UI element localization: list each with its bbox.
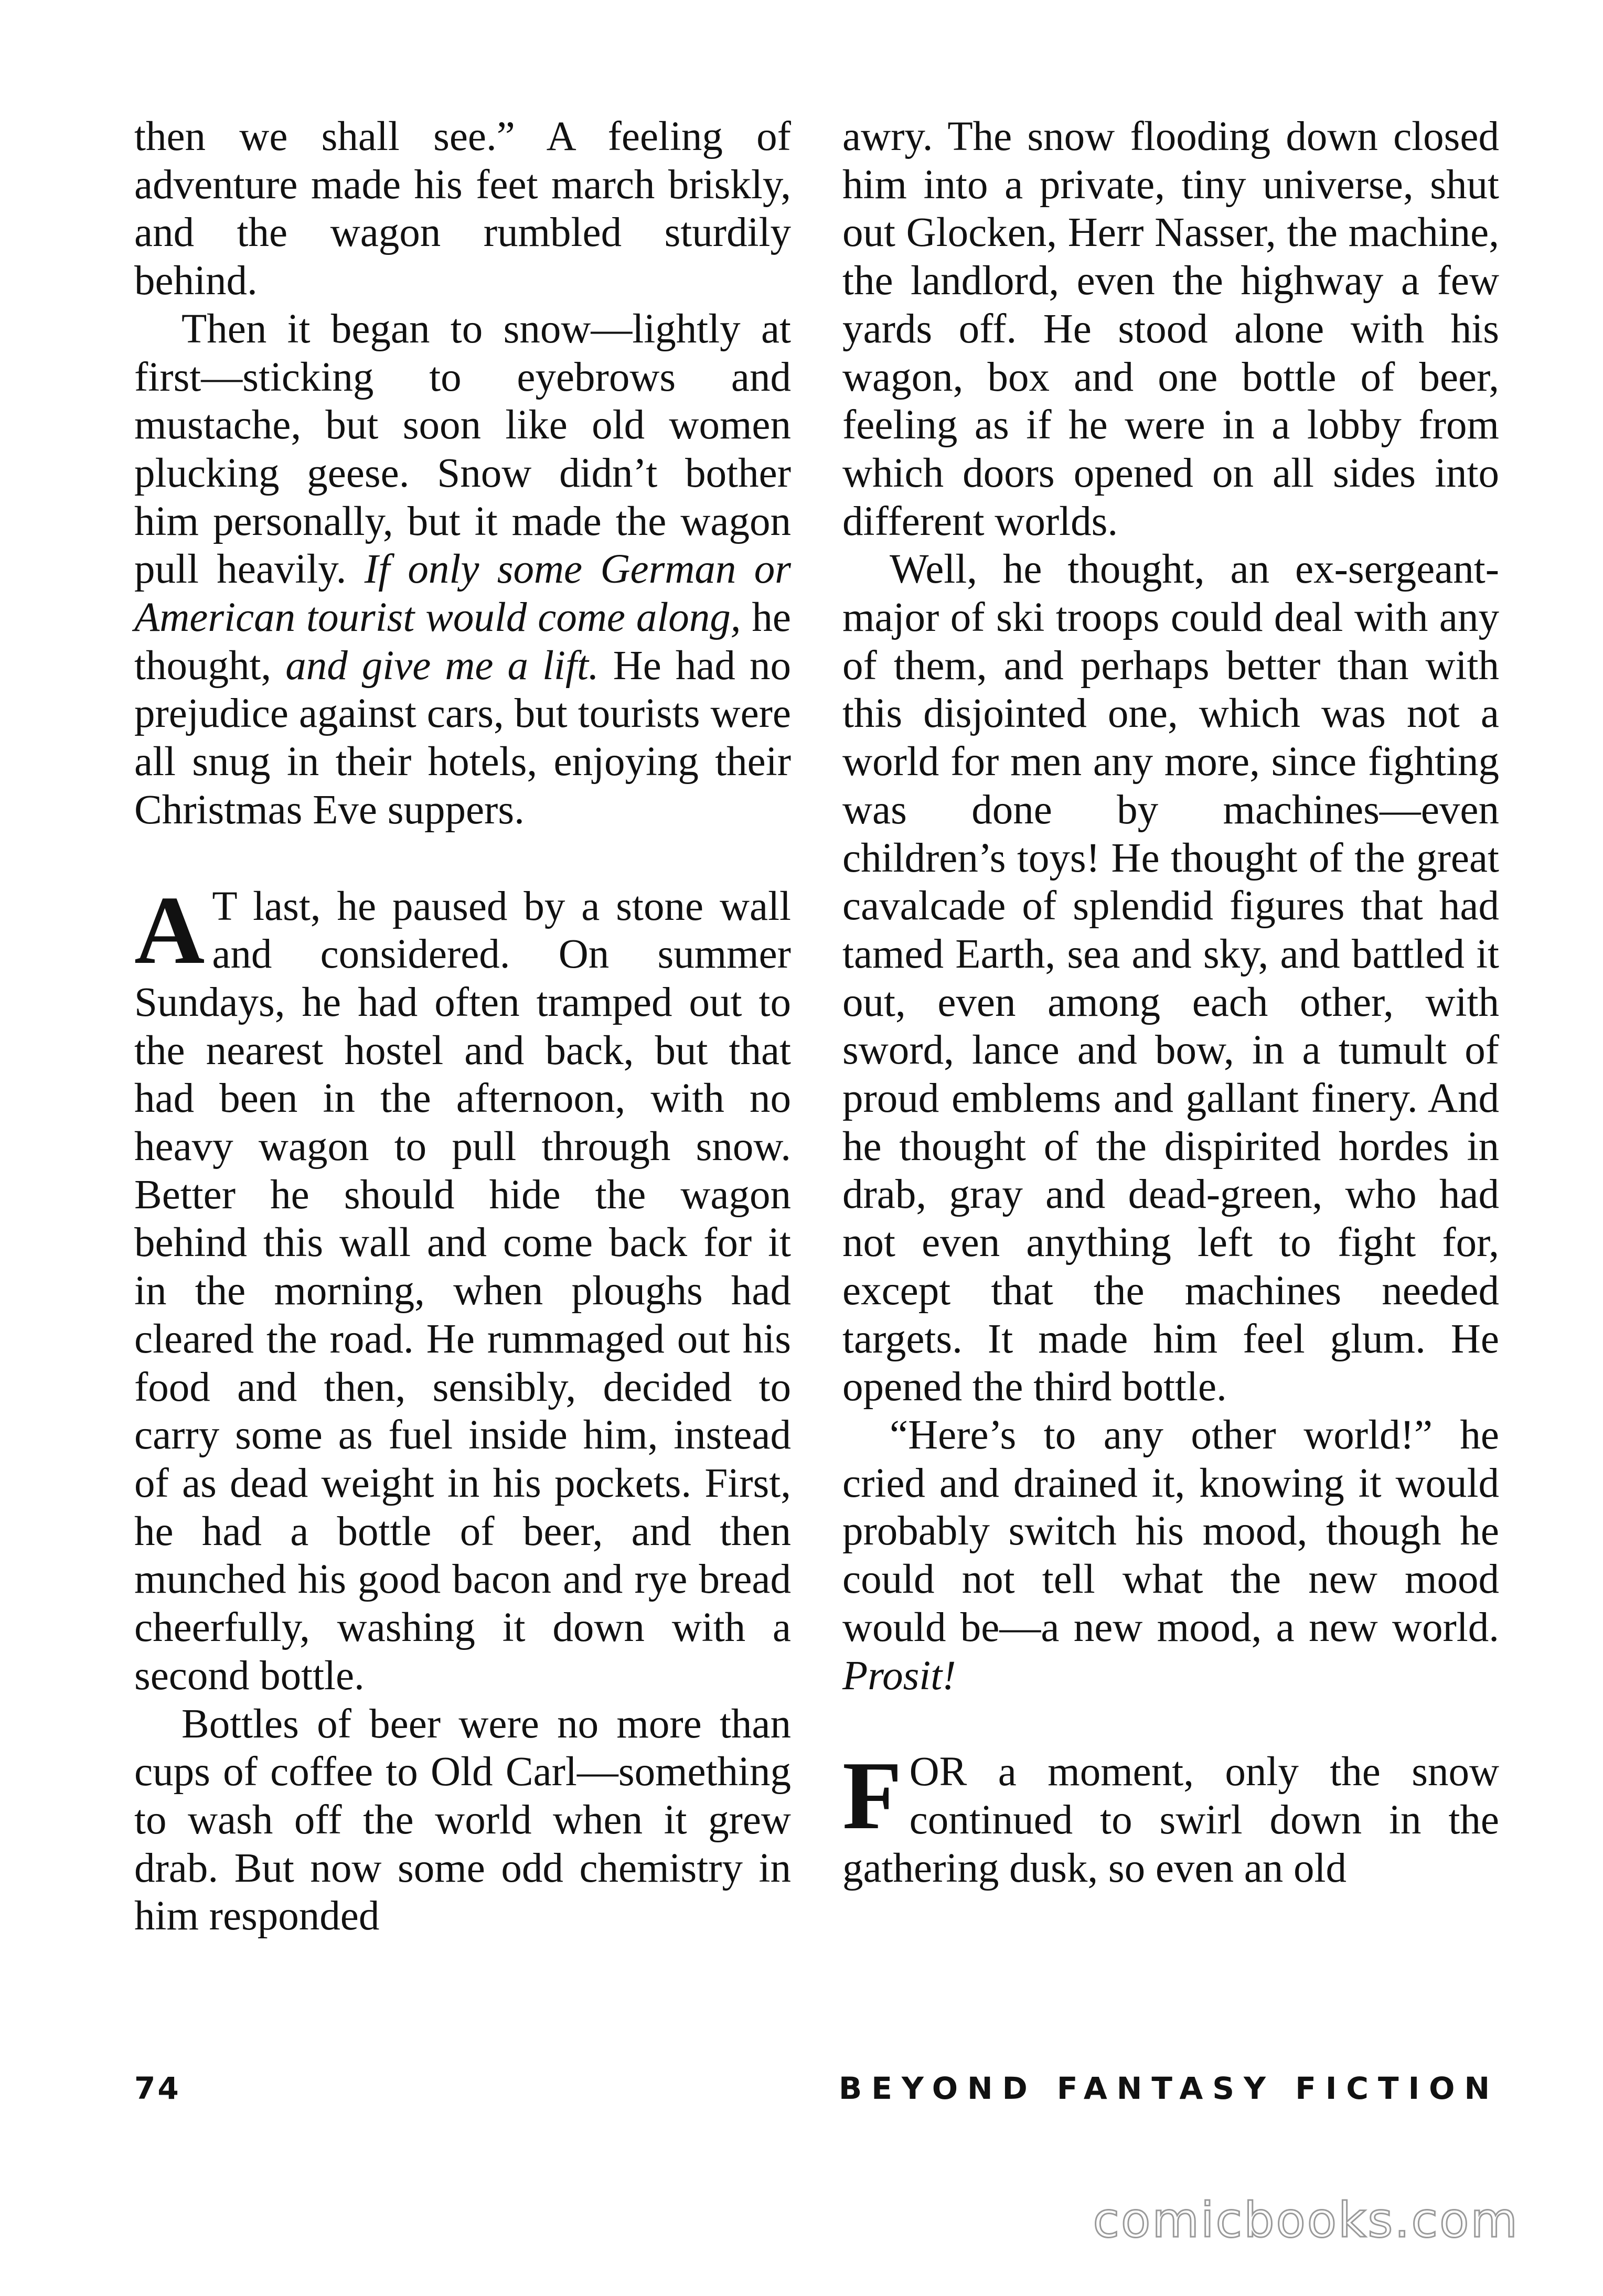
paragraph-text: OR a moment, only the snow continued to swirl down in the gathering dusk, so even an old bbox=[842, 1749, 1499, 1891]
paragraph-text: He had no prejudice against cars, but tourists were all snug in their hotels, enjoying their Christmas Eve suppers. bbox=[134, 642, 791, 833]
paragraph bbox=[842, 545, 1499, 1411]
paragraph bbox=[134, 305, 791, 834]
paragraph-text: Bottles of beer were no more than cups of coffee to Old Carl—something to wash off the world when it grew drab. But now some odd chemistry in him responded bbox=[134, 1701, 791, 1939]
paragraph-with-drop-cap bbox=[134, 876, 791, 1700]
italic-text: If only some German or American tourist would come along, bbox=[134, 546, 791, 641]
drop-cap: F bbox=[842, 1742, 902, 1850]
running-title: BEYOND FANTASY FICTION bbox=[838, 2070, 1499, 2106]
italic-text: Prosit! bbox=[842, 1653, 956, 1699]
watermark: comicbooks.com bbox=[1093, 2192, 1519, 2248]
right-text-column bbox=[842, 113, 1499, 1892]
paragraph-text: Well, he thought, an ex-sergeant-major of ski troops could deal with any of them, and perhaps better than with this disjointed one, which was not a world for men any more, since fighting was done by machines—even children’s toys! He thought of the great cavalcade of splendid figures that had tamed Earth, sea and sky, and battled it out, even among each other, with sword, lance and bow, in a tumult of proud emblems and gallant finery. And he thought of the dispirited hordes in drab, gray and dead-green, who had not even anything left to fight for, except that the machines needed targets. It made him feel glum. He opened the third bottle. bbox=[842, 546, 1499, 1410]
paragraph-text: Then it began to snow—lightly at first—sticking to eyebrows and mustache, but soon like old women plucking geese. Snow didn’t bother him personally, but it made the wagon pull heavily. bbox=[134, 306, 791, 593]
italic-text: and give me a lift. bbox=[285, 642, 599, 689]
section-break bbox=[134, 834, 791, 883]
section-break bbox=[842, 1700, 1499, 1748]
paragraph-text: then we shall see.” A feeling of adventure made his feet march briskly, and the wagon rumbled sturdily behind. bbox=[134, 114, 791, 304]
paragraph bbox=[842, 113, 1499, 545]
paragraph bbox=[842, 1411, 1499, 1700]
page-number: 74 bbox=[134, 2070, 181, 2106]
paragraph-text: awry. The snow flooding down closed him into a private, tiny universe, shut out Glocken, Herr Nasser, the machine, the landlord, even the highway a few yards off. He stood alone with his wagon, box and one bottle of beer, feeling as if he were in a lobby from which doors opened on all sides into different worlds. bbox=[842, 114, 1499, 544]
drop-cap: A bbox=[134, 876, 205, 984]
paragraph-text: he thought, bbox=[134, 595, 791, 689]
paragraph-text: T last, he paused by a stone wall and considered. On summer Sundays, he had often tramped out to the nearest hostel and back, but that had been in the afternoon, with no heavy wagon to pull through snow. Better he should hide the wagon behind this wall and come back for it in the morning, when ploughs had cleared the road. He rummaged out his food and then, sensibly, decided to carry some as fuel inside him, instead of as dead weight in his pockets. First, he had a bottle of beer, and then munched his good bacon and rye bread cheerfully, washing it down with a second bottle. bbox=[134, 883, 791, 1699]
left-text-column bbox=[134, 113, 791, 1940]
paragraph-with-drop-cap bbox=[842, 1742, 1499, 1892]
paragraph-text: “Here’s to any other world!” he cried and drained it, knowing it would probably switch his mood, though he could not tell what the new mood would be—a new mood, a new world. bbox=[842, 1412, 1499, 1650]
paragraph bbox=[134, 1700, 791, 1941]
paragraph bbox=[134, 113, 791, 305]
